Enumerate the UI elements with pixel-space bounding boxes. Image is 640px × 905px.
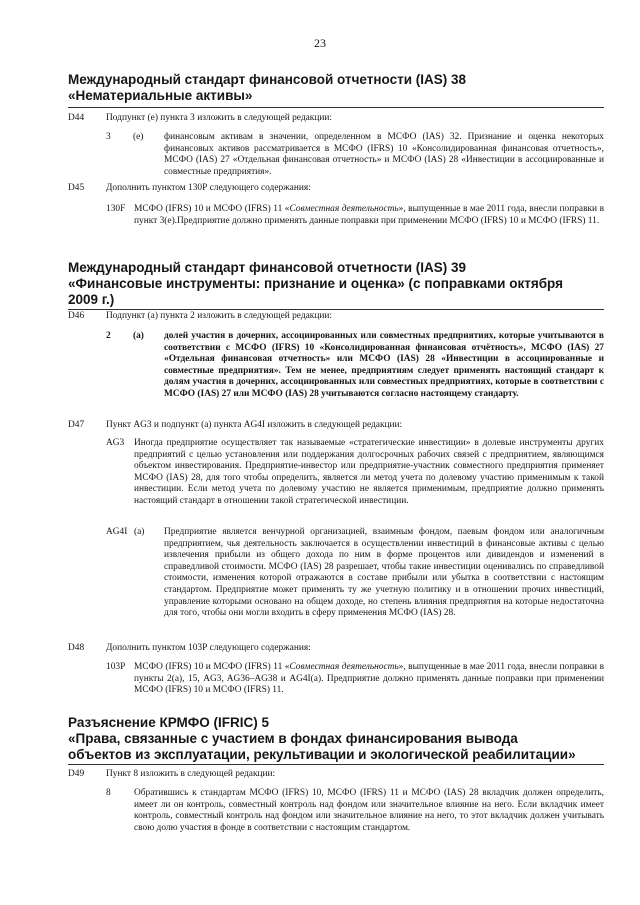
section-title-line: Международный стандарт финансовой отчетности (IAS) 39	[68, 260, 467, 275]
item-text: долей участия в дочерних, ассоциированных или совместных предприятиях, которые учитываются в соответствии с МСФО (IFRS) 10 «Консолидированная финансовая отчётность», МСФО (IAS) 27 «Отдельная финансовая отчетность» или МСФО (IAS) 28 «Инвестиции в ассоциированные и совместные предприятия». Тем не менее, предприятиям следует применять настоящий стандарт к долям участия в дочерних, ассоциированных или совместных предприятиях, которые в соответствии с МСФО (IAS) 27 или МСФО (IAS) 28 учитываются согласно настоящему стандарту.	[164, 331, 604, 399]
item-number: AG4I	[106, 527, 128, 537]
clause-intro-d46: Подпункт (а) пункта 2 изложить в следующей редакции:	[106, 311, 332, 321]
page-number: 23	[314, 36, 326, 50]
item-text: Предприятие является венчурной организацией, взаимным фондом, паевым фондом или аналогичным предприятием, чья деятельность заключается в осуществлении инвестиций в финансовые активы с целью извлечения прибыли из общего дохода по ним в форме процентов или дивидендов и изменений в справедливой стоимости. МСФО (IAS) 28 разрешает, чтобы такие инвестиции оценивались по справедливой стоимости, изменения которой отражаются в составе прибыли или убытка в соответствии с настоящим стандартом. Предприятие может применять ту же учетную политику и в отношении прочих инвестиций, управление которыми основано на общем доходе, но степень влияния предприятия на которые недостаточна для того, чтобы они могли входить в сферу применения МСФО (IAS) 28.	[164, 527, 604, 619]
section-title-line: Разъяснение КРМФО (IFRIC) 5	[68, 715, 270, 730]
item-text-italic: Совместная деятельность	[289, 662, 399, 672]
item-text: Обратившись к стандартам МСФО (IFRS) 10, МСФО (IFRS) 11 и МСФО (IAS) 28 вкладчик должен определить, имеет ли он контроль, совместный контроль над фондом или значительное влияние на него. Если вкладчик имеет контроль, совместный контроль над фондом или значительное влияние на него, то этот вкладчик должен учитывать свою долю участия в фонде в соответствии с настоящим стандартом.	[134, 788, 604, 833]
section-title-line: «Права, связанные с участием в фондах финансирования вывода	[68, 731, 518, 746]
item-text-part: МСФО (IFRS) 10 и МСФО (IFRS) 11 «	[134, 204, 290, 214]
section-title-ias38	[68, 72, 604, 104]
item-number: 3	[106, 132, 111, 142]
item-text: финансовым активам в значении, определенном в МСФО (IAS) 32. Признание и оценка некоторых финансовых активов рассматривается в МСФО (IFRS) 10 «Консолидированная финансовая отчетность», МСФО (IAS) 27 «Отдельная финансовая отчетность» и МСФО (IAS) 28 «Инвестиции в ассоциированные и совместные предприятия».	[164, 132, 604, 177]
item-text: Иногда предприятие осуществляет так называемые «стратегические инвестиции» в долевые инструменты других предприятий с целью установления или поддержания долгосрочных рабочих связей с предприятием, являющимся объектом инвестирования. Предприятие-инвестор или предприятие-участник совместного предприятия применяет МСФО (IAS) 28, для того чтобы определить, является ли метод учета по долевому участию применимым к такой инвестиции. Если метод учета по долевому участию не является применимым, предприятие должно применять настоящий стандарт в отношении такой стратегической инвестиции.	[134, 438, 604, 506]
item-text-part: », выпущенные в мае 2011 года, внесли поправки в пункты 2(а), 15, AG3, AG36–AG38 и AG4I(а). Предприятие должно применять данные поправки при применении МСФО (IFRS) 10 и МСФО (IFRS) 11.	[134, 662, 604, 696]
clause-intro-d49: Пункт 8 изложить в следующей редакции:	[106, 769, 276, 779]
item-letter: (а)	[134, 527, 145, 537]
section-title-line: 2009 г.)	[68, 292, 115, 307]
item-letter: (а)	[133, 331, 144, 341]
section-divider	[68, 309, 604, 310]
clause-label-d44: D44	[68, 113, 85, 123]
item-text	[134, 204, 604, 227]
item-number: 2	[106, 331, 111, 341]
section-divider	[68, 764, 604, 765]
item-text	[134, 662, 604, 697]
clause-label-d49: D49	[68, 769, 85, 779]
item-text-part: МСФО (IFRS) 10 и МСФО (IFRS) 11 «	[134, 662, 290, 672]
clause-label-d45: D45	[68, 183, 85, 193]
clause-label-d48: D48	[68, 643, 85, 653]
item-text-italic: Совместная деятельность	[289, 204, 399, 214]
section-divider	[68, 107, 604, 108]
clause-intro-d45: Дополнить пунктом 130Р следующего содержания:	[106, 183, 311, 193]
item-number: AG3	[106, 438, 125, 448]
clause-label-d47: D47	[68, 420, 85, 430]
clause-intro-d47: Пункт AG3 и подпункт (а) пункта AG4I изложить в следующей редакции:	[106, 420, 403, 430]
section-title-line: объектов из эксплуатации, рекультивации и экологической реабилитации»	[68, 747, 576, 762]
section-title-line: Международный стандарт финансовой отчетности (IAS) 38	[68, 72, 467, 87]
section-title-ifric5	[68, 715, 604, 763]
clause-label-d46: D46	[68, 311, 85, 321]
clause-intro-d44: Подпункт (е) пункта 3 изложить в следующей редакции:	[106, 113, 332, 123]
item-number: 103P	[106, 662, 126, 672]
section-title-line: «Нематериальные активы»	[68, 88, 253, 103]
item-number: 8	[106, 788, 111, 798]
item-number: 130F	[106, 204, 126, 214]
section-title-ias39	[68, 260, 604, 308]
item-text-part: », выпущенные в мае 2011 года, внесли поправки в пункт 3(е).Предприятие должно применять данные поправки при применении МСФО (IFRS) 10 и МСФО (IFRS) 11.	[134, 204, 604, 226]
clause-intro-d48: Дополнить пунктом 103Р следующего содержания:	[106, 643, 311, 653]
item-letter: (е)	[133, 132, 144, 142]
section-title-line: «Финансовые инструменты: признание и оценка» (с поправками октября	[68, 276, 563, 291]
